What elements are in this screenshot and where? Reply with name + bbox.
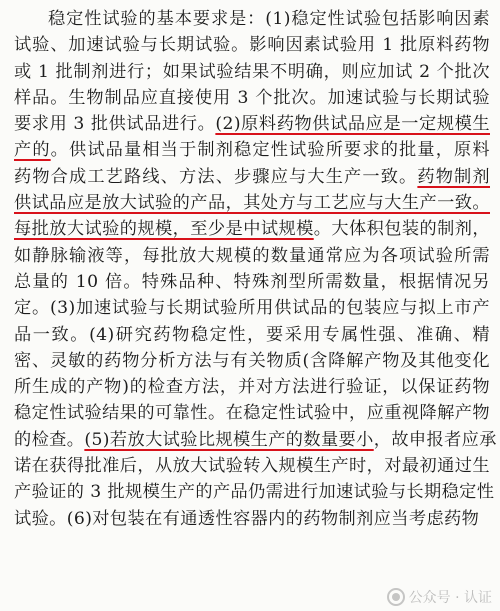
- text-segment: 总量的 10 倍。特殊品种、特殊剂型所需数量，根据情况另: [14, 271, 490, 292]
- text-segment: 所生成的产物)的检查方法，并对方法进行验证，以保证药物: [14, 377, 490, 398]
- text-segment: 如静脉输液等，每批放大规模的数量通常应为各项试验所需: [14, 245, 490, 266]
- text-segment: 试验、加速试验与长期试验。影响因素试验用 1 批原料药物: [14, 35, 490, 56]
- text-segment: 产验证的 3 批规模生产的产品仍需进行加速试验与长期稳定性: [14, 482, 495, 503]
- text-line: [14, 137, 490, 163]
- text-segment: 要求用 3 批供试品进行。: [14, 114, 216, 135]
- document-body: [14, 6, 497, 532]
- text-segment: 的检查。: [14, 429, 85, 450]
- text-line: [14, 269, 490, 295]
- text-line: [14, 6, 490, 32]
- text-segment: ，故申报者应承: [373, 429, 497, 450]
- text-line: [14, 427, 497, 453]
- highlighted-text: 药物制剂: [417, 166, 490, 187]
- watermark: [387, 587, 492, 607]
- circle-logo-icon: [387, 588, 405, 606]
- text-line: [14, 190, 490, 216]
- text-segment: 稳定性试验结果的可靠性。在稳定性试验中，应重视降解产物: [14, 403, 490, 424]
- highlighted-text: 每批放大试验的规模，至少是中试规模: [14, 219, 314, 240]
- highlighted-text: (2)原料药物供试品应是一定规模生: [215, 114, 490, 135]
- text-line: [14, 374, 490, 400]
- text-line: [14, 348, 490, 374]
- text-segment: 。供试品量相当于制剂稳定性试验所要求的批量，原料: [50, 140, 490, 161]
- text-line: [14, 164, 490, 190]
- text-line: [14, 59, 490, 85]
- text-line: [14, 479, 495, 505]
- text-line: [14, 111, 490, 137]
- text-line: [14, 216, 490, 242]
- text-line: [14, 322, 490, 348]
- text-segment: 。大体积包装的制剂，: [313, 219, 490, 240]
- text-segment: 密、灵敏的药物分析方法与有关物质(含降解产物及其他变化: [14, 350, 490, 371]
- text-segment: 诺在获得批准后，从放大试验转入规模生产时，对最初通过生: [14, 456, 490, 477]
- text-line: [14, 85, 490, 111]
- text-line: [14, 506, 490, 532]
- text-segment: 样品。生物制品应直接使用 3 个批次。加速试验与长期试验: [14, 87, 490, 108]
- text-line: [14, 295, 490, 321]
- text-segment: 药物合成工艺路线、方法、步骤应与大生产一致。: [14, 166, 418, 187]
- watermark-text: 公众号 · 认证: [408, 590, 492, 606]
- text-segment: 或 1 批制剂进行；如果试验结果不明确，则应加试 2 个批次: [14, 61, 490, 82]
- text-segment: 品一致。(4)研究药物稳定性，要采用专属性强、准确、精: [14, 324, 490, 345]
- text-line: [14, 400, 490, 426]
- text-segment: 定。(3)加速试验与长期试验所用供试品的包装应与拟上市产: [14, 298, 490, 319]
- highlighted-text: (5)若放大试验比规模生产的数量要小: [84, 429, 374, 450]
- text-line: [14, 243, 490, 269]
- text-line: [14, 453, 490, 479]
- highlighted-text: 产的: [14, 140, 51, 161]
- text-segment: 试验。(6)对包装在有通透性容器内的药物制剂应当考虑药物: [14, 508, 480, 529]
- text-line: [14, 32, 490, 58]
- highlighted-text: 供试品应是放大试验的产品，其处方与工艺应与大生产一致。: [14, 193, 490, 214]
- text-segment: 稳定性试验的基本要求是：(1)稳定性试验包括影响因素: [48, 9, 490, 29]
